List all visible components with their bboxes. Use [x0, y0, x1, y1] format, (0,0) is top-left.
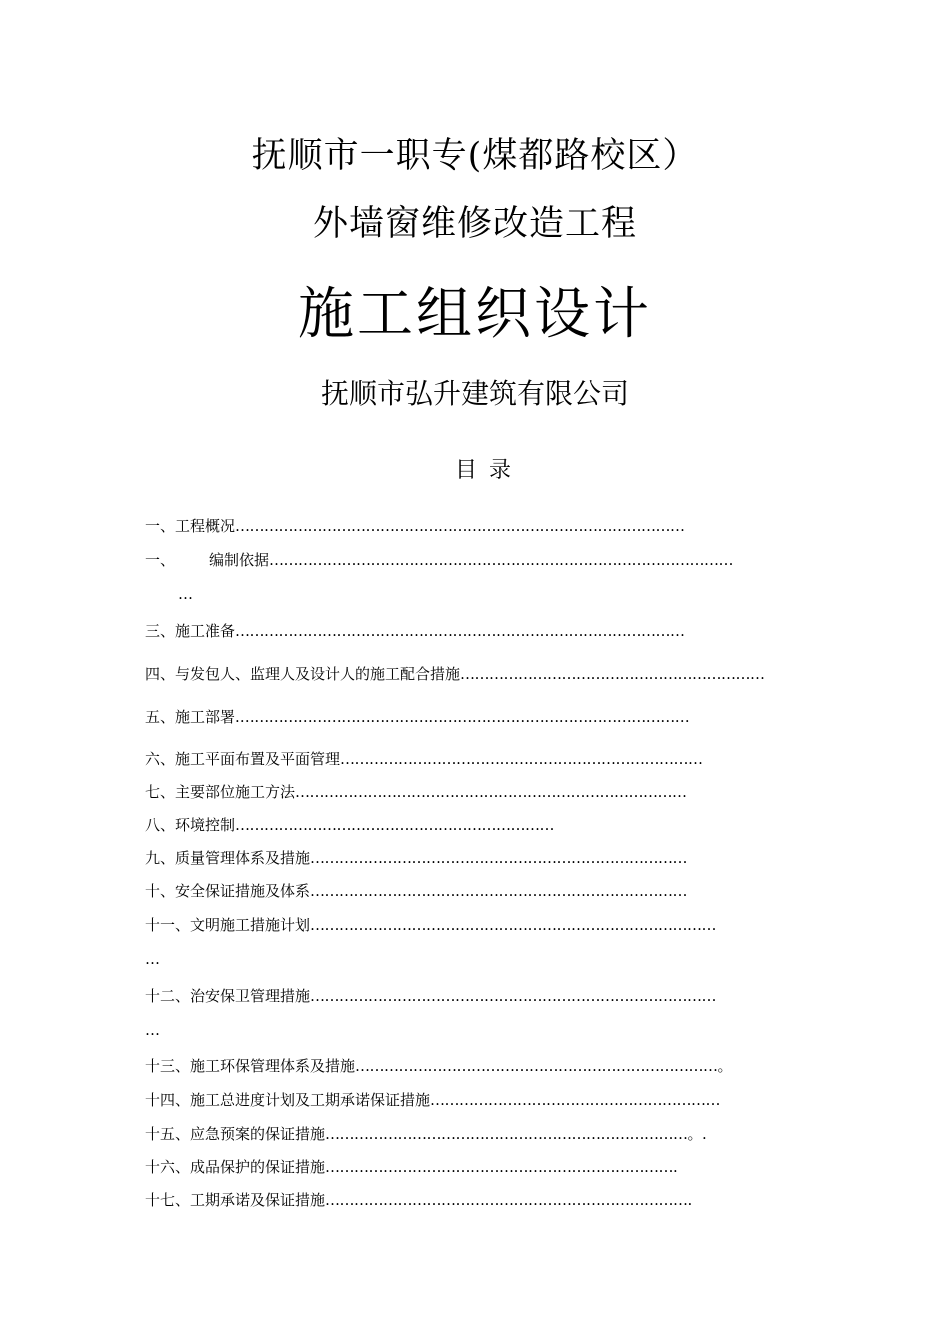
- toc-item-4: [145, 664, 765, 684]
- toc-item-number: 十四、: [145, 1091, 191, 1109]
- toc-item-title: 成品保护的保证措施: [190, 1158, 326, 1176]
- toc-item-13: [145, 1056, 732, 1076]
- toc-item-leader: …………………………………………………………………………: [310, 987, 717, 1005]
- toc-item-12: [145, 986, 716, 1006]
- toc-item-number: 三、: [145, 622, 176, 640]
- toc-item-leader: ………………………………………………………: [460, 665, 765, 683]
- toc-item-title: 施工平面布置及平面管理: [175, 750, 341, 768]
- toc-item-16: [145, 1157, 677, 1177]
- toc-item-leader: …………………………………………………………………: [340, 750, 703, 768]
- toc-item-leader: …………………………………………………………………。.: [325, 1125, 707, 1143]
- toc-item-number: 十三、: [145, 1057, 191, 1075]
- toc-heading: 目录: [454, 458, 523, 483]
- toc-item-title: 施工准备: [175, 622, 236, 640]
- toc-item-leader: …………………………………………………………………………………: [235, 517, 685, 535]
- toc-item-number: 十六、: [145, 1158, 191, 1176]
- toc-item-title: 工程概况: [175, 517, 236, 535]
- toc-item-leader: ………………………………………………………………….: [325, 1191, 692, 1209]
- toc-item-leader: …………………………………………………………: [235, 816, 555, 834]
- toc-item-title: 治安保卫管理措施: [190, 987, 311, 1005]
- toc-item-title: 施工总进度计划及工期承诺保证措施: [190, 1091, 431, 1109]
- toc-item-leader: ……………………………………………………………………: [310, 849, 688, 867]
- toc-item-number: 一、: [145, 517, 176, 535]
- toc-item-title: 应急预案的保证措施: [190, 1125, 326, 1143]
- toc-item-title: 与发包人、监理人及设计人的施工配合措施: [175, 665, 461, 683]
- toc-item-number: 八、: [145, 816, 176, 834]
- toc-item-8: [145, 815, 554, 835]
- toc-item-9: [145, 848, 687, 868]
- toc-item-12-continuation: …: [145, 1021, 160, 1039]
- toc-item-7: [145, 782, 687, 802]
- toc-item-10: [145, 881, 687, 901]
- document-title-line-1: 抚顺市一职专(煤都路校区）: [251, 136, 699, 176]
- toc-item-number: 一、: [145, 551, 176, 569]
- toc-item-leader: ……………………………………………………………….: [325, 1158, 678, 1176]
- toc-item-11-continuation: …: [145, 950, 160, 968]
- toc-item-2-continuation: …: [178, 585, 193, 603]
- toc-item-leader: ……………………………………………………………………………………: [269, 551, 734, 569]
- toc-item-number: 七、: [145, 783, 176, 801]
- toc-item-leader: ………………………………………………………………………: [295, 783, 687, 801]
- toc-item-leader: …………………………………………………………………………………: [235, 622, 685, 640]
- toc-item-11: [145, 915, 716, 935]
- toc-item-15: [145, 1124, 706, 1144]
- toc-item-1: [145, 516, 685, 536]
- toc-item-title: 质量管理体系及措施: [175, 849, 311, 867]
- toc-item-title: 主要部位施工方法: [175, 783, 296, 801]
- toc-item-leader: …………………………………………………………………………: [310, 916, 717, 934]
- toc-item-number: 四、: [145, 665, 176, 683]
- toc-item-number: 五、: [145, 708, 176, 726]
- toc-item-number: 十、: [145, 882, 176, 900]
- toc-item-number: 十五、: [145, 1125, 191, 1143]
- toc-item-title: 施工部署.: [175, 708, 240, 726]
- document-main-title: 施工组织设计: [298, 282, 652, 347]
- toc-item-6: [145, 749, 703, 769]
- toc-item-title: 文明施工措施计划: [190, 916, 311, 934]
- toc-item-leader: …………………………………………………………………………………: [239, 708, 690, 726]
- toc-item-2: [145, 550, 733, 570]
- toc-item-leader: …………………………………………………………………。: [355, 1057, 733, 1075]
- toc-item-number: 十二、: [145, 987, 191, 1005]
- toc-item-title: 施工环保管理体系及措施: [190, 1057, 356, 1075]
- toc-item-number: 十七、: [145, 1191, 191, 1209]
- toc-item-14: [145, 1090, 720, 1110]
- toc-item-leader: ……………………………………………………………………: [310, 882, 688, 900]
- document-title-line-2: 外墙窗维修改造工程: [312, 204, 637, 244]
- toc-item-title: 安全保证措施及体系: [175, 882, 311, 900]
- toc-item-number: 十一、: [145, 916, 191, 934]
- toc-item-5: [145, 707, 689, 727]
- toc-item-3: [145, 621, 685, 641]
- toc-item-17: [145, 1190, 692, 1210]
- toc-item-title: 环境控制: [175, 816, 236, 834]
- toc-item-title: 工期承诺及保证措施: [190, 1191, 326, 1209]
- toc-item-leader: ……………………………………………………: [430, 1091, 721, 1109]
- toc-item-title: 编制依据: [209, 551, 270, 569]
- company-name: 抚顺市弘升建筑有限公司: [320, 377, 629, 410]
- toc-item-number: 六、: [145, 750, 176, 768]
- toc-item-number: 九、: [145, 849, 176, 867]
